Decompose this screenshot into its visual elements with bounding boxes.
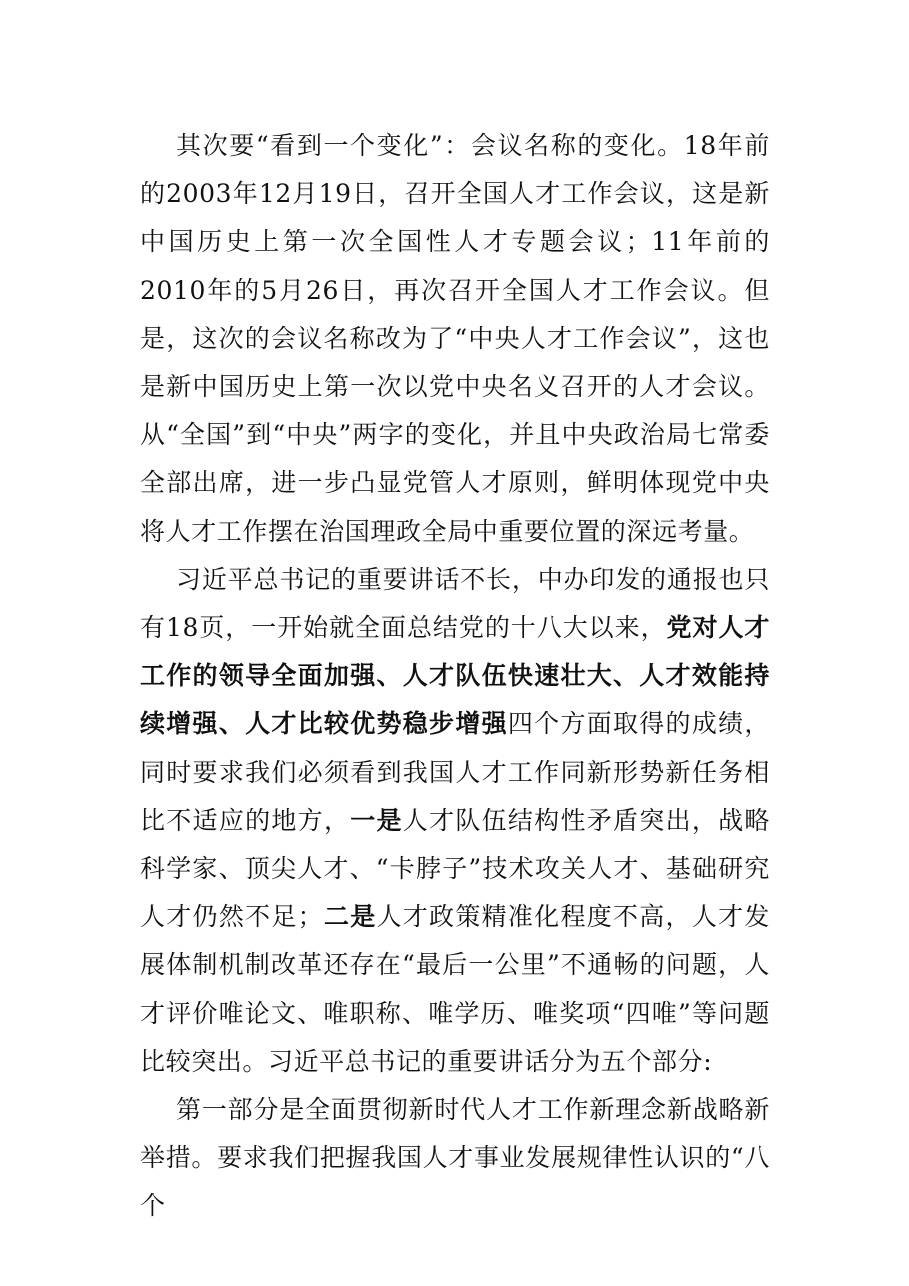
paragraph-meeting-name-change: 其次要“看到一个变化”：会议名称的变化。18年前的2003年12月19日，召开全国人才工作会议，这是新中国历史上第一次全国性人才专题会议；11年前的2010年的5月26日，再次召开全国人才工作会议。但是，这次的会议名称改为了“中央人才工作会议”，这也是新中国历史上第一次以党中央名义召开的人才会议。从“全国”到“中央”两字的变化，并且中央政治局七常委全部出席，进一步凸显党管人才原则，鲜明体现党中央将人才工作摆在治国理政全局中重要位置的深远考量。 bbox=[140, 131, 770, 546]
point-two-marker: 二是 bbox=[323, 902, 377, 932]
document-body bbox=[140, 122, 770, 1231]
speech-summary-transition: 四个方面取得的成绩，同时要求我们必须看到我国人才工作同新形势新任务相比不适应的地方， bbox=[140, 709, 770, 835]
paragraph-part-one: 第一部分是全面贯彻新时代人才工作新理念新战略新举措。要求我们把握我国人才事业发展规律性认识的“八个 bbox=[140, 1095, 770, 1221]
paragraph-speech-summary bbox=[140, 556, 770, 1086]
speech-summary-achievements: 党对人才工作的领导全面加强、人才队伍快速壮大、人才效能持续增强、人才比较优势稳步增强 bbox=[140, 613, 770, 739]
point-one-text: 人才队伍结构性矛盾突出，战略科学家、顶尖人才、“卡脖子”技术攻关人才、基础研究人才仍然不足； bbox=[140, 805, 771, 932]
speech-summary-intro: 习近平总书记的重要讲话不长，中办印发的通报也只有18页，一开始就全面总结党的十八大以来， bbox=[140, 564, 770, 643]
point-one-marker: 一是 bbox=[350, 805, 403, 835]
point-two-text: 人才政策精准化程度不高，人才发展体制机制改革还存在“最后一公里”不通畅的问题，人才评价唯论文、唯职称、唯学历、唯奖项“四唯”等问题比较突出。习近平总书记的重要讲话分为五个部分: bbox=[140, 902, 770, 1076]
